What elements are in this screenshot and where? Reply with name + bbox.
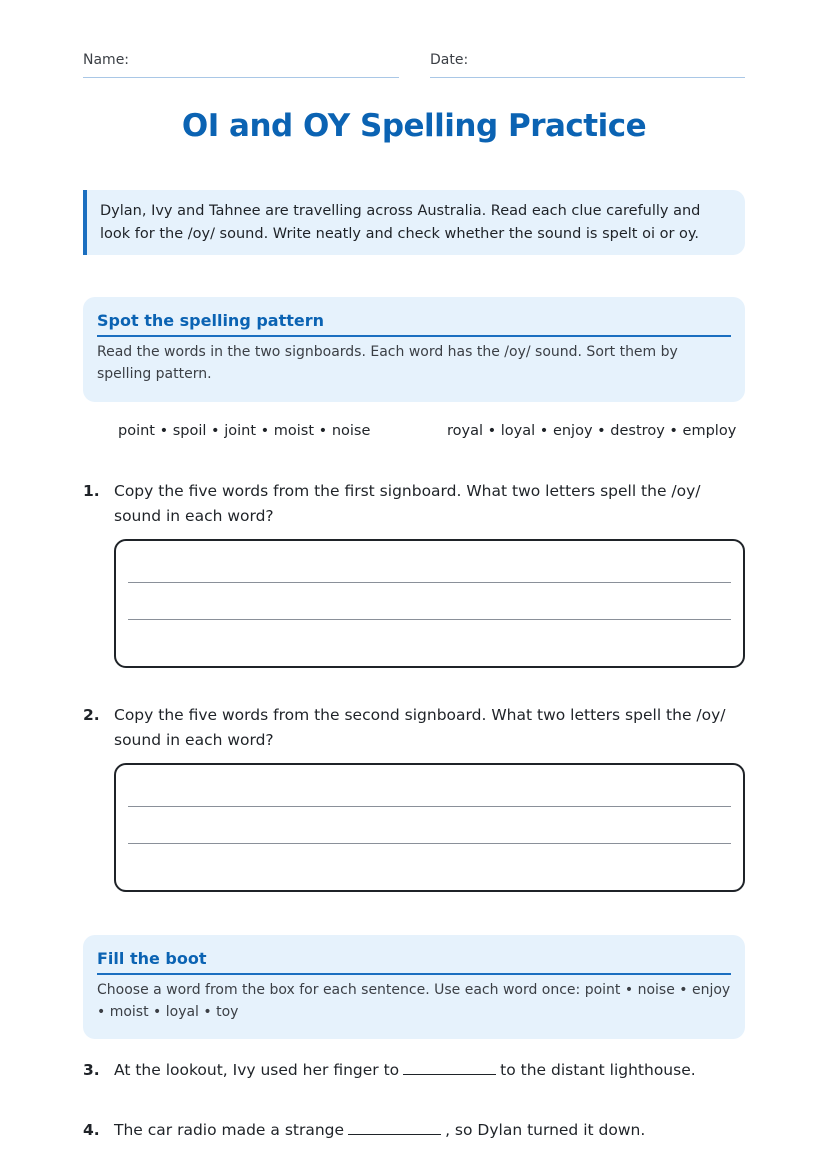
worksheet-page — [83, 0, 745, 1171]
question-text — [114, 1058, 745, 1083]
name-field[interactable] — [83, 52, 399, 78]
name-label: Name: — [83, 52, 130, 68]
question-text: Copy the five words from the first signboard. What two letters spell the /oy/ sound in each word? — [114, 482, 701, 525]
writing-line — [128, 582, 731, 583]
sentence-end: , so Dylan turned it down. — [445, 1121, 646, 1139]
answer-box-2[interactable] — [114, 763, 745, 892]
question-number: 2. — [83, 706, 100, 724]
section-spot-pattern — [83, 297, 745, 402]
section-heading: Spot the spelling pattern — [97, 311, 731, 337]
section-instructions: Choose a word from the box for each sentence. Use each word once: point • noise • enjoy • moist • loyal • toy — [97, 982, 731, 1020]
sentence-start: At the lookout, Ivy used her finger to — [114, 1061, 400, 1079]
writing-line — [128, 619, 731, 620]
answer-blank[interactable] — [348, 1118, 441, 1135]
writing-line — [128, 843, 731, 844]
question-number: 4. — [83, 1121, 100, 1139]
intro-callout: Dylan, Ivy and Tahnee are travelling across Australia. Read each clue carefully and look for the /oy/ sound. Write neatly and check whether the sound is spelt oi or oy. — [83, 190, 745, 255]
answer-blank[interactable] — [403, 1058, 496, 1075]
answer-box-1[interactable] — [114, 539, 745, 668]
sentence-end: to the distant lighthouse. — [500, 1061, 696, 1079]
question-number: 3. — [83, 1061, 100, 1079]
signboard-second: royal • loyal • enjoy • destroy • employ — [447, 423, 737, 439]
signboard-first: point • spoil • joint • moist • noise — [118, 423, 371, 439]
writing-line — [128, 806, 731, 807]
question-number: 1. — [83, 482, 100, 500]
page-title: OI and OY Spelling Practice — [181, 108, 647, 144]
section-heading: Fill the boot — [97, 949, 731, 975]
date-label: Date: — [430, 52, 469, 68]
question-text — [114, 1118, 745, 1143]
section-instructions: Read the words in the two signboards. Each word has the /oy/ sound. Sort them by spelling pattern. — [97, 344, 678, 382]
sentence-start: The car radio made a strange — [114, 1121, 345, 1139]
date-field[interactable] — [430, 52, 745, 78]
section-fill-boot — [83, 935, 745, 1039]
question-text: Copy the five words from the second signboard. What two letters spell the /oy/ sound in each word? — [114, 706, 726, 749]
